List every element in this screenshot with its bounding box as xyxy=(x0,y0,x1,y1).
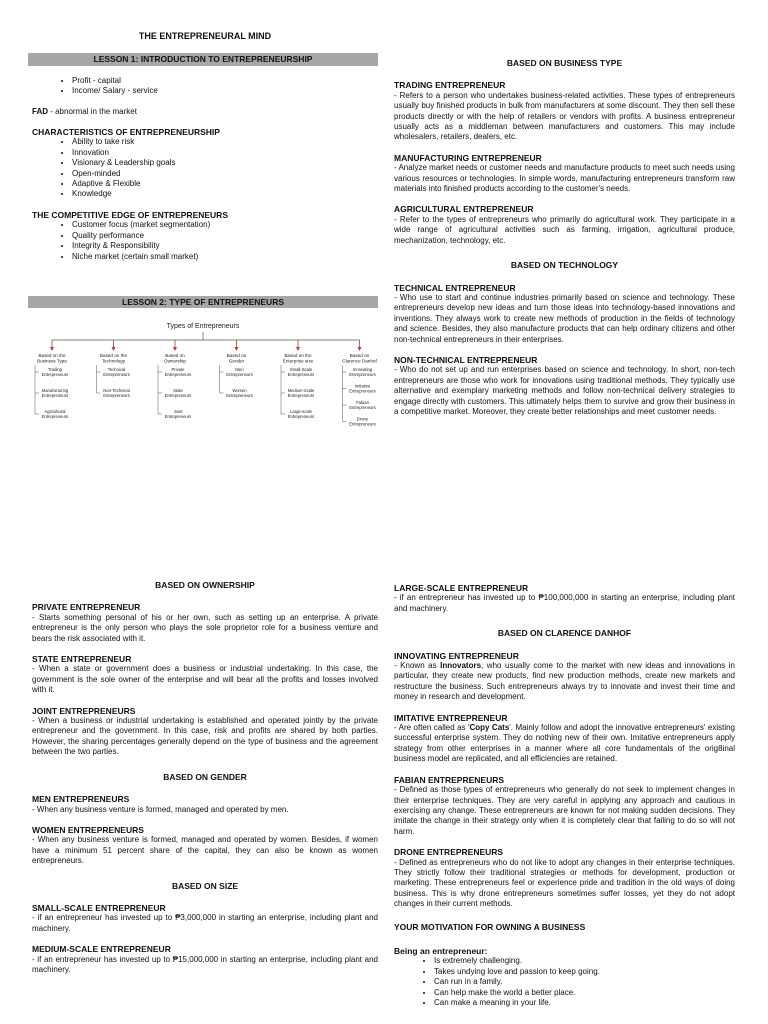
danhof-heading: BASED ON CLARENCE DANHOF xyxy=(497,628,632,639)
page2-right-column xyxy=(394,583,735,1008)
diagram-leaf-label: Fabian Entrepreneurs xyxy=(349,400,376,411)
small-scale-text: - if an entrepreneur has invested up to ₱3,000,000 in starting an enterprise, including plant and machinery. xyxy=(32,913,378,933)
fad-definition xyxy=(32,107,378,117)
diagram-leaf-label: Small-Scale Entrepreneurs xyxy=(287,367,315,378)
list-item: • Visionary & Leadership goals xyxy=(72,158,378,168)
document-page-2 xyxy=(0,578,768,1024)
list-item: • Niche market (certain small market) xyxy=(72,252,378,262)
diagram-leaf-label: Agricultural Entrepreneurs xyxy=(41,409,69,420)
arrow-down-icon xyxy=(296,347,300,351)
list-item: • Adaptive & Flexible xyxy=(72,179,378,189)
page1-left-column xyxy=(32,31,378,262)
diagram-branch-label: Based on Ownership xyxy=(164,353,186,364)
characteristics-list xyxy=(32,137,378,199)
competitive-edge-list xyxy=(32,220,378,262)
types-of-entrepreneurs-diagram xyxy=(30,318,380,460)
imitative-text-start: - Are often called as ' xyxy=(394,723,470,733)
diagram-leaf-label: Manufacturing Entrepreneurs xyxy=(41,388,69,399)
women-heading: WOMEN ENTREPRENEURS xyxy=(32,824,144,835)
fabian-heading: FABIAN ENTREPRENEURS xyxy=(394,774,505,785)
lesson1-banner: LESSON 1: INTRODUCTION TO ENTREPRENEURSHIP xyxy=(28,53,378,65)
lesson2-section xyxy=(32,296,378,308)
innovating-text-rest: , who usually come to the market with new ideas and innovations in particular, they create new products, find new production methods, create new markets and restructure the business. Such entrepreneurs always try to innovate and invest their time and money in research and development. xyxy=(394,661,735,702)
joint-text: - When a business or industrial undertaking is established and operated jointly by the private entrepreneur and the government. In this case, risk and profits are shared by both parties. However, the sharing percentages generally depend on the type of business and the agreement between the two parties. xyxy=(32,716,378,757)
large-scale-heading: LARGE-SCALE ENTREPRENEUR xyxy=(394,583,529,593)
diagram-leaf-label: Large-scale Entrepreneurs xyxy=(287,409,315,420)
list-item: • Income/ Salary - service xyxy=(72,86,378,96)
diagram-leaf-label: Private Entrepreneurs xyxy=(164,367,192,378)
small-scale-heading: SMALL-SCALE ENTREPRENEUR xyxy=(32,902,166,913)
large-scale-text: - if an entrepreneur has invested up to ₱100,000,000 in starting an enterprise, including plant and machinery. xyxy=(394,593,735,613)
diagram-leaf-label: State Entrepreneurs xyxy=(164,388,192,399)
innovating-text-start: - Known as xyxy=(394,661,441,671)
state-text: - When a state or government does a business or industrial undertaking. In this case, the government is the sole owner of the enterprise and will bear all the profits and losses involved with it. xyxy=(32,664,378,695)
copy-cats-term: Copy Cats xyxy=(469,723,510,733)
competitive-edge-heading: THE COMPETITIVE EDGE OF ENTREPRENEURS xyxy=(32,209,228,220)
list-item: • Profit - capital xyxy=(72,76,378,86)
ownership-heading: BASED ON OWNERSHIP xyxy=(155,580,255,590)
joint-heading: JOINT ENTREPRENEURS xyxy=(32,705,136,716)
diagram-leaf-label: Imitative Entrepreneurs xyxy=(349,383,376,394)
list-item: • Takes undying love and passion to keep going. xyxy=(434,967,735,977)
medium-scale-heading: MEDIUM-SCALE ENTREPRENEUR xyxy=(32,944,171,955)
state-heading: STATE ENTREPRENEUR xyxy=(32,654,132,665)
business-type-heading: BASED ON BUSINESS TYPE xyxy=(506,58,623,68)
diagram-branch-label: Based on Clarence Danhof xyxy=(342,353,377,364)
arrow-down-icon xyxy=(358,347,362,351)
diagram-branch-label: Based on the Business Type xyxy=(37,353,67,364)
diagram-leaf-label: Women Entrepreneurs xyxy=(226,388,253,399)
diagram-leaf-label: Innovating Entrepreneurs xyxy=(349,367,376,378)
private-heading: PRIVATE ENTREPRENEUR xyxy=(32,602,141,613)
manufacturing-heading: MANUFACTURING ENTREPRENEUR xyxy=(394,152,542,163)
lesson1-list xyxy=(32,76,378,97)
arrow-down-icon xyxy=(112,347,116,351)
list-item: • Can help make the world a better place. xyxy=(434,988,735,998)
medium-scale-text: - if an entrepreneur has invested up to ₱15,000,000 in starting an enterprise, including plant and machinery. xyxy=(32,954,378,974)
diagram-root-label: Types of Entrepreneurs xyxy=(166,323,240,330)
being-entrepreneur-heading: Being an entrepreneur: xyxy=(394,945,488,956)
innovators-term: Innovators xyxy=(440,661,482,671)
list-item: • Open-minded xyxy=(72,169,378,179)
men-text: - When any business venture is formed, managed and operated by men. xyxy=(32,804,289,814)
arrow-down-icon xyxy=(235,347,239,351)
list-item: • Integrity & Responsibility xyxy=(72,241,378,251)
diagram-leaf-label: Non-Technical Entrepreneurs xyxy=(103,388,130,399)
drone-text: - Defined as entrepreneurs who do not like to adopt any changes in their enterprise techniques. They strictly follow their traditional strategies or methods for development, production or marketing. These entrepreneurs feel or experience pride and tradition in the old ways of doing business. This is why drone entrepreneurs sometimes suffer losses, yet they do not adopt changes in their current methods. xyxy=(394,857,735,909)
imitative-text-rest: '. Mainly follow and adopt the innovative entrepreneurs' existing successful enterprise system. They do nothing new of their own. Imitative entrepreneurs apply strategy from other enterprises in a manner where all core fundamentals of the orig8inal business model are replicated, and all efficiencies are retained. xyxy=(394,723,736,764)
diagram-leaf-label: Drone Entrepreneurs xyxy=(349,416,376,427)
agricultural-text: - Refer to the types of entrepreneurs who primarily do agricultural work. They participate in a wide range of agricultural activities such as farming, irrigation, agricultural produce, mechanization, technology, etc. xyxy=(394,214,735,245)
diagram-leaf-label: Technical Entrepreneurs xyxy=(103,367,130,378)
diagram-leaf-label: Medium-Scale Entrepreneurs xyxy=(287,388,315,399)
imitative-text xyxy=(394,723,735,765)
diagram-branch-label: Based on the Enterprise size xyxy=(282,353,314,364)
technology-heading: BASED ON TECHNOLOGY xyxy=(510,260,619,271)
list-item: • Customer focus (market segmentation) xyxy=(72,220,378,230)
innovating-heading: INNOVATING ENTREPRENEUR xyxy=(394,650,519,661)
characteristics-heading: CHARACTERISTICS OF ENTREPRENEURSHIP xyxy=(32,127,220,138)
technical-heading: TECHNICAL ENTREPRENEUR xyxy=(394,282,516,293)
page1-right-column xyxy=(394,58,735,417)
list-item: • Is extremely challenging. xyxy=(434,956,735,966)
manufacturing-text: - Analyze market needs or customer needs and manufacture products to meet such needs using various resources or technologies. In simple words, manufacturing entrepreneurs transform raw materials into finished products according to the customer's needs. xyxy=(394,163,735,194)
list-item: • Can run in a family. xyxy=(434,977,735,987)
document-title: THE ENTREPRENEURAL MIND xyxy=(138,31,272,41)
list-item: • Can make a meaning in your life. xyxy=(434,998,735,1008)
fad-text: - abnormal in the market xyxy=(48,106,137,116)
diagram-leaf-label: Trading Entrepreneurs xyxy=(41,367,69,378)
motivation-heading: YOUR MOTIVATION FOR OWNING A BUSINESS xyxy=(394,921,586,932)
fabian-text: - Defined as those types of entrepreneurs who generally do not seek to implement changes in their enterprise techniques. They are very careful in applying any approach and cautious in exercising any change. These entrepreneurs are known for not making sudden decisions. They imitate the change in their strategy only when it is completely clear that failing to do so will not harm. xyxy=(394,785,735,836)
diagram-leaf-label: Joint Entrepreneurs xyxy=(164,409,192,420)
gender-heading: BASED ON GENDER xyxy=(163,771,247,782)
size-heading: BASED ON SIZE xyxy=(171,880,239,891)
list-item: • Ability to take risk xyxy=(72,137,378,147)
arrow-down-icon xyxy=(50,347,54,351)
innovating-text xyxy=(394,661,735,703)
lesson2-banner: LESSON 2: TYPE OF ENTREPRENEURS xyxy=(28,296,378,308)
trading-text: - Refers to a person who undertakes business-related activities. These types of entrepreneurs usually buy finished products in bulk from manufacturers at some discount. They then sell these products directly or with the help of retailers or vendors with profits. A business entrepreneur usually acts as a middleman between manufacturers and customers. This may include wholesalers, retailers, dealers, etc. xyxy=(394,90,735,142)
non-technical-heading: NON-TECHNICAL ENTREPRENEUR xyxy=(394,354,538,365)
being-entrepreneur-list xyxy=(394,956,735,1008)
agricultural-heading: AGRICULTURAL ENTREPRENEUR xyxy=(394,204,534,215)
diagram-leaf-label: Men Entrepreneurs xyxy=(226,367,253,378)
technical-text: - Who use to start and continue industries primarily based on science and technology. These entrepreneurs develop new ideas and turn those ideas into technology-based innovations and inventions. They always work to create new methods of production in the fields of technology and science. Besides, they also manufacture products that can help ordinary citizens and other non-technical entrepreneurs in their enterprises. xyxy=(394,292,735,344)
men-heading: MEN ENTREPRENEURS xyxy=(32,794,130,805)
fad-term: FAD xyxy=(32,106,48,116)
list-item: • Innovation xyxy=(72,148,378,158)
page2-left-column xyxy=(32,580,378,975)
arrow-down-icon xyxy=(173,347,177,351)
diagram-branch-label: Based on Gender xyxy=(226,353,247,364)
list-item: • Quality performance xyxy=(72,231,378,241)
trading-heading: TRADING ENTREPRENEUR xyxy=(394,80,506,91)
diagram-branch-label: Based on the Technology xyxy=(99,353,128,364)
drone-heading: DRONE ENTREPRENEURS xyxy=(394,847,504,858)
imitative-heading: IMITATIVE ENTREPRENEUR xyxy=(394,712,508,723)
women-text: - When any business venture is formed, managed and operated by women. Besides, if women have a minimum 51 percent share of the capital, they can also be known as women entrepreneurs. xyxy=(32,835,378,866)
non-technical-text: - Who do not set up and run enterprises based on science and technology. In short, non-tech entrepreneurs are those who work for innovations using traditional methods. They typically use alternative and exemplary marketing methods and follow non-technical delivery strategies to engage directly with customers. This ultimately helps them to survive and grow their business in a competitive market. Moreover, they create better relationships and meet customer needs. xyxy=(394,365,735,416)
list-item: • Knowledge xyxy=(72,189,378,199)
private-text: - Starts something personal of his or her own, such as setting up an enterprise. A private entrepreneur is the only person who plays the sole proprietor role for a business venture and bears the risk associated with it. xyxy=(32,612,378,643)
